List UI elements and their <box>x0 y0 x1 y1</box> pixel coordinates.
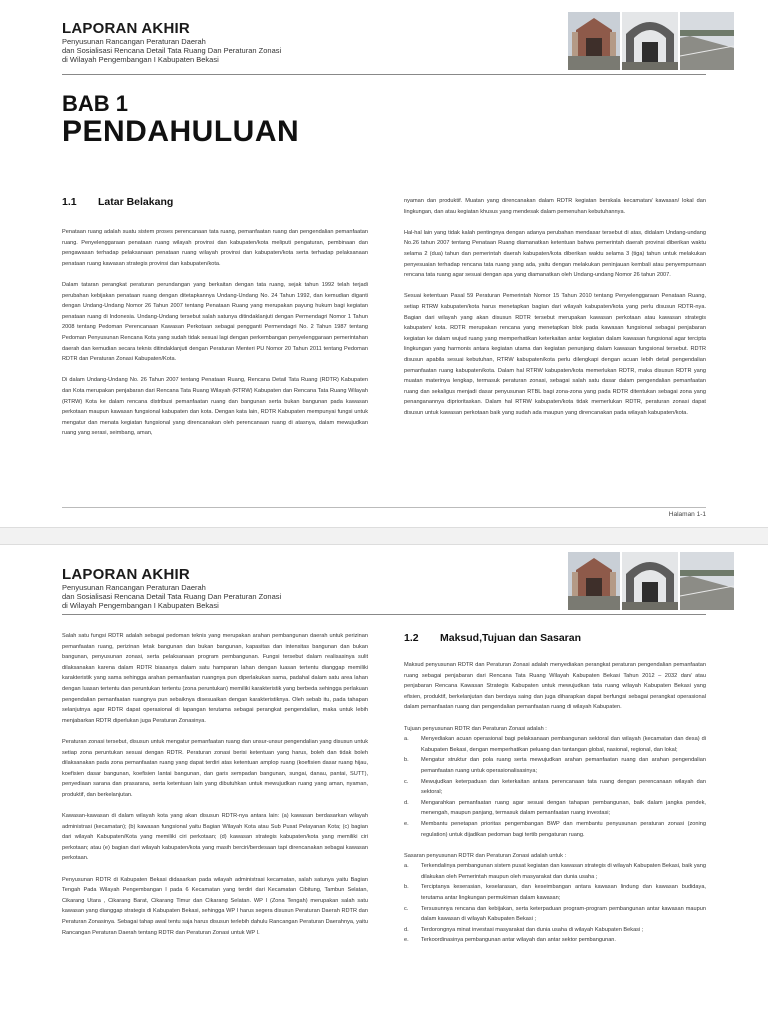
list-item: d. Terdorongnya minat investasi masyarakat dan dunia usaha di wilayah Kabupaten Bekasi ; <box>404 926 644 933</box>
sasaran-heading: Sasaran penyusunan RDTR dan Peraturan Zonasi adalah untuk : <box>404 852 567 859</box>
page2-right-column <box>404 660 706 946</box>
chapter-number: BAB 1 <box>62 91 129 116</box>
gate-arch-photo <box>622 12 678 70</box>
report-title: LAPORAN AKHIR <box>62 566 190 583</box>
list-item: a. Menyediakan acuan operasional bagi pelaksanaan pembangunan sektoral dan wilayah (kecamatan dan desa) di Kabupaten Bekasi, dengan memperhatikan peluang dan tantangan global, nasional, regional, dan lokal; <box>404 736 706 753</box>
page2-left-column <box>62 631 368 949</box>
monument-photo <box>568 12 620 70</box>
list-item: a. Terkendalinya pembangunan sistem pusat kegiatan dan kawasan strategis di wilayah Kabupaten Bekasi, baik yang dilakukan oleh Pemerintah maupun oleh masyarakat dan dunia usaha ; <box>404 863 706 880</box>
report-subtitle-3: di Wilayah Pengembangan I Kabupaten Bekasi <box>62 55 219 64</box>
footer-divider <box>62 507 706 508</box>
paragraph: Kawasan-kawasan di dalam wilayah kota yang akan disusun RDTR-nya antara lain: (a) kawasan berdasarkan wilayah administrasi (kecamatan); (b) kawasan fungsional yaitu Bagian Wilayah Kota atau Sub Pusat Pelayanan Kota; (c) bagian dari wilayah Kabupaten/Kota yang memiliki ciri perkotaan; (d) kawasan strategis kabupaten/kota yang memiliki ciri perkotaan; atau (e) bagian dari wilayah kabupaten/kota yang masih berciri/berdesaan tapi direncanakan sebagai kawasan perkotaan. <box>62 813 368 862</box>
section-number: 1.2 <box>404 632 419 644</box>
section-heading-1-2 <box>404 632 581 644</box>
header-divider <box>62 74 706 75</box>
paragraph: Dalam tataran perangkat peraturan perundangan yang berkaitan dengan tata ruang, sejak tahun 1992 telah terjadi perubahan kebijakan penataan ruang dengan ditetapkannya Undang-Undang No. 24 Tahun 1992, dan kemudian diganti dengan Undang-Undang Nomor 26 Tahun 2007 tentang Penataan Ruang yang merupakan payung hukum bagi kegiatan penataan ruang di Indonesia. Undang-Undang tersebut salah satunya ditindaklanjuti dengan Permendagri Nomor 1 Tahun 2008 tentang Pedoman Perencanaan Kawasan Perkotaan sebagai pengganti Permendagri No. 2 Tahun 1987 tentang Pedoman Penyusunan Rencana Kota yang sudah tidak sesuai lagi dengan perkembangan penyelenggaraan pemerintahan daerah dan kemudian secara teknis ditindaklanjuti dengan Peraturan Menteri PU Nomor 20 Tahun 2011 tentang Pedoman RDTR dan Peraturan Zonasi Kabupaten/Kota. <box>62 281 368 363</box>
paragraph: Sesuai ketentuan Pasal 59 Peraturan Pemerintah Nomor 15 Tahun 2010 tentang Penyelenggaraan Penataan Ruang, setiap RTRW kabupaten/kota harus menetapkan bagian dari wilayah kabupaten/kota yang perlu disusun RDTR-nya. Bagian dari wilayah yang akan disusun RDTR tersebut merupakan kawasan perkotaan atau kawasan strategis kabupaten/ kota. RDTR merupakan rencana yang menetapkan blok pada kawasan fungsional sebagai penjabaran kegiatan ke dalam wujud ruang yang memperhatikan keterkaitan antar kegiatan dalam kawasan fungsional agar tercipta lingkungan yang harmonis antara kegiatan utama dan kegiatan penunjang dalam kawasan fungsional tersebut. RDTR disusun apabila sesuai kebutuhan, RTRW kabupaten/kota perlu dilengkapi dengan acuan lebih detail pengendalian pemanfaatan ruang kabupaten/kota. Dalam hal RTRW kabupaten/kota memerlukan RDTR, maka disusun RDTR yang muatan materinya lengkap, termasuk peraturan zonasi, sebagai salah satu dasar dalam pengendalian pemanfaatan ruang dan sekaligus menjadi dasar penyusunan RTBL bagi zona-zona yang pada RDTR ditentukan sebagai zona yang penanganannya diprioritaskan. Dalam hal RTRW kabupaten/kota tidak memerlukan RDTR, peraturan zonasi dapat disusun untuk kawasan perkotaan baik yang sudah ada maupun yang direncanakan pada wilayah kabupaten/kota. <box>404 293 706 416</box>
report-subtitle-3: di Wilayah Pengembangan I Kabupaten Bekasi <box>62 601 219 610</box>
header-photo-strip <box>568 552 734 610</box>
paragraph: Penyusunan RDTR di Kabupaten Bekasi didasarkan pada wilayah administrasi kecamatan, salah satunya yaitu Bagian Tengah Pada Wilayah Pengembangan I pada 6 Kecamatan yang terdiri dari Kecamatan Cibitung, Tambun Selatan, Cikarang Utara , Cikarang Barat, Cikarang Timur dan Cikarang Selatan. WP I (Zona Tengah) merupakan salah satu kawasan yang dianggap strategis di Kabupaten Bekasi, sehingga WP I harus segera disusun Peraturan Daerah RDTR dan Peraturan Zonasinya. Sebagai tahap awal tentu saja harus disusun terlebih dahulu Rancangan Peraturan Daerahnya, yaitu Rancangan Peraturan Daerah tentang RDTR dan Peraturan Zonasi untuk WP I. <box>62 876 368 936</box>
report-subtitle-2: dan Sosialisasi Rencana Detail Tata Ruang Dan Peraturan Zonasi <box>62 592 282 601</box>
paragraph: Maksud penyusunan RDTR dan Peraturan Zonasi adalah menyediakan perangkat peraturan pengendalian pemanfaatan ruang sebagai penjabaran dari Rencana Tata Ruang Wilayah Kabupaten Bekasi Tahun 2012 – 2032 dan/ atau penjabaran Rencana Kawasan Strategis Kabupaten untuk mewujudkan tata ruang wilayah Kabupaten Bekasi yang efisien, produktif, berkelanjutan dan berdaya saing dan juga diharapkan dapat berfungsi sebagai perangkat operasional dalam pemanfaatan ruang dan pengendalian pemanfaatan ruang di wilayah Kabupaten. <box>404 662 706 711</box>
list-item: b. Mengatur struktur dan pola ruang serta mewujudkan arahan pemanfaatan ruang dan arahan pengendalian pemanfaatan ruang untuk operasionalisasinya; <box>404 757 706 774</box>
header-divider <box>62 614 706 615</box>
report-header <box>62 566 281 610</box>
gate-arch-photo <box>622 552 678 610</box>
chapter-title: PENDAHULUAN <box>62 115 300 148</box>
list-item: e. Membantu penetapan prioritas pengembangan BWP dan membantu penyusunan peraturan zonasi (zoning regulation) untuk dijadikan pedoman bagi tertib pengaturan ruang. <box>404 820 706 838</box>
report-subtitle-1: Penyusunan Rancangan Peraturan Daerah <box>62 583 206 592</box>
report-header <box>62 20 281 64</box>
road-photo <box>680 12 734 70</box>
page-separator <box>0 527 768 545</box>
report-title: LAPORAN AKHIR <box>62 20 190 37</box>
section-heading-1-1 <box>62 196 173 208</box>
paragraph: Peraturan zonasi tersebut, disusun untuk mengatur pemanfaatan ruang dan unsur-unsur pengendalian yang disusun untuk setiap zona peruntukan sesuai dengan RDTR. Peraturan zonasi berisi ketentuan yang harus, boleh dan tidak boleh dilaksanakan pada zona pemanfaatan ruang yang dapat terdiri atas ketentuan amplop ruang (koefisien dasar ruang hijau, koefisien dasar bangunan, koefisien lantai bangunan, dan garis sempadan bangunan, sungai, danau, pantai, SUTT), penyediaan sarana dan prasarana, serta ketentuan lain yang dibutuhkan untuk mewujudkan ruang yang aman, nyaman, produktif, dan berkelanjutan. <box>62 738 368 798</box>
paragraph: nyaman dan produktif. Muatan yang direncanakan dalam RDTR kegiatan berskala kecamatan/ kawasan/ lokal dan lingkungan, dan atau kegiatan khusus yang mendesak dalam pemenuhan kebutuhannya. <box>404 198 706 215</box>
list-item: c. Mewujudkan keterpaduan dan keterkaitan antara perencanaan tata ruang dengan perencanaan wilayah dan sektoral; <box>404 778 706 796</box>
section-title: Latar Belakang <box>98 196 174 208</box>
report-subtitle-1: Penyusunan Rancangan Peraturan Daerah <box>62 37 206 46</box>
list-item: e. Terkoordinasinya pembangunan antar wilayah dan antar sektor pembangunan. <box>404 937 616 944</box>
paragraph: Di dalam Undang-Undang No. 26 Tahun 2007 tentang Penataan Ruang, Rencana Detail Tata Ruang (RDTR) Kabupaten dan Kota merupakan penjabaran dari Rencana Tata Ruang Wilayah (RTRW) Kabupaten dan Rencana Tata Ruang Wilayah (RTRW) Kota ke dalam rencana distribusi pemanfaatan ruang dan bangunan serta bukan bangunan pada kawasan perkotaan maupun kawasan fungsional kabupaten dan kota. Dengan kata lain, RDTR Kabupaten mempunyai fungsi untuk mengatur dan menata kegiatan fungsional yang direncanakan oleh perencanaan ruang di atasnya, dalam mewujudkan ruang yang serasi, seimbang, aman, <box>62 377 368 437</box>
paragraph: Penataan ruang adalah suatu sistem proses perencanaan tata ruang, pemanfaatan ruang dan pengendalian pemanfaatan ruang. Penyelenggaraan penataan ruang wilayah provinsi dan kabupaten/kota meliputi pengaturan, pembinaan dan pengawasan terhadap pelaksanaan penataan ruang wilayah provinsi dan kabupaten/kota serta terhadap pelaksanaan penataan ruang kawasan strategis provinsi dan kabupaten/kota. <box>62 229 368 267</box>
list-item: c. Tersusunnya rencana dan kebijakan, serta keterpaduan program-program pembangunan antar kawasan maupun dalam kawasan di wilayah Kabupaten Bekasi ; <box>404 905 706 923</box>
list-item: b. Terciptanya keserasian, keselarasan, dan keseimbangan antara kawasan lindung dan kawasan budidaya, terutama antar lingkungan permukiman dalam kawasan; <box>404 884 706 902</box>
report-subtitle-2: dan Sosialisasi Rencana Detail Tata Ruang Dan Peraturan Zonasi <box>62 46 282 55</box>
page1-left-column <box>62 227 368 449</box>
tujuan-heading: Tujuan penyusunan RDTR dan Peraturan Zonasi adalah : <box>404 725 547 732</box>
paragraph: Hal-hal lain yang tidak kalah pentingnya dengan adanya perubahan mendasar tersebut di atas, didalam Undang-undang No.26 tahun 2007 tentang Penataan Ruang diamanatkan ketentuan bahwa pemerintah daerah provinsi diberikan waktu selama 2 (dua) tahun dan pemerintah daerah kabupaten/kota diberikan waktu selama 3 (tiga) tahun untuk melakukan penyesuaian terhadap rencana tata ruang yang ada, yaitu dengan melakukan peninjauan kembali atau penyempurnaan rencana tata ruang agar sesuai dengan apa yang diamanatkan oleh Undang-undang Nomor 26 tahun 2007. <box>404 229 706 279</box>
monument-photo <box>568 552 620 610</box>
list-item: d. Mengarahkan pemanfaatan ruang agar sesuai dengan tahapan pembangunan, baik dalam jangka pendek, menengah, maupun panjang, termasuk dalam pemanfaatan ruang investasi; <box>404 799 706 817</box>
road-photo <box>680 552 734 610</box>
paragraph: Salah satu fungsi RDTR adalah sebagai pedoman teknis yang merupakan arahan pembangunan daerah untuk perizinan pemanfaatan ruang, perizinan letak bangunan dan bukan bangunan, kapasitas dan intensitas bangunan dan bukan bangunan, penyusunan zonasi, serta pelaksanaan program pembangunan. Fungsi tersebut dalam realisasinya sulit dilaksanakan karena dalam RDTR biasanya dalam satu hamparan lahan dengan luasan tertentu dianggap memiliki karakteristik yang sama sehingga arahan pemanfaatan ruangnya pun diperlakukan sama, padahal dalam satu area lahan dengan luasan tertentu dan peruntukan tertentu (zona peruntukan) memiliki karakteristik yang berbeda sehingga perlakuan pengendalian pemanfaatan ruangnya pun sebaiknya disesuaikan dengan karakteristiknya. Oleh sebab itu, pada tahapan selanjutnya agar RDTR dapat operasional di lapangan terutama sebagai perangkat pengendalian, maka untuk lebih menjabarkan RDTR diperlukan juga Peraturan Zonasinya. <box>62 633 368 724</box>
section-title: Maksud,Tujuan dan Sasaran <box>440 632 582 644</box>
header-photo-strip <box>568 12 734 70</box>
page1-right-column <box>404 196 706 429</box>
page-number: Halaman 1-1 <box>668 511 706 518</box>
section-number: 1.1 <box>62 196 77 208</box>
